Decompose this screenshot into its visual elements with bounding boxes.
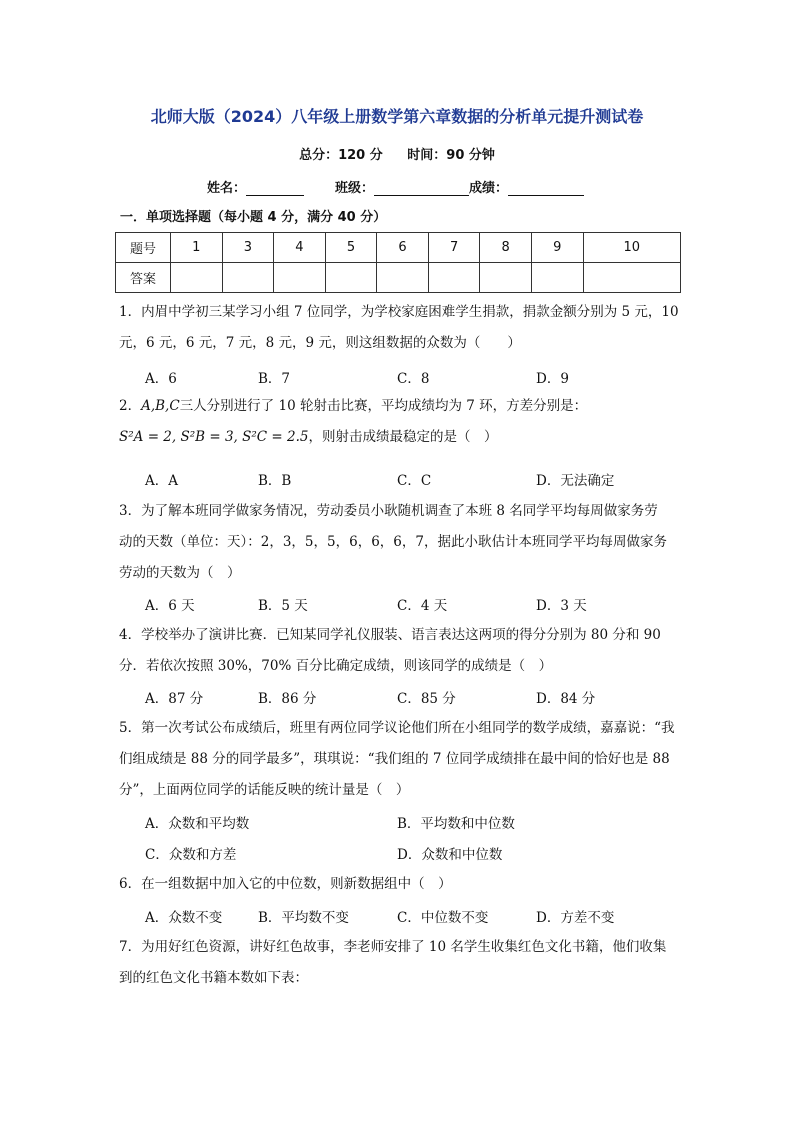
option-d: D．众数和中位数 — [397, 847, 503, 863]
question-text: 4．学校举办了演讲比赛．已知某同学礼仪服装、语言表达这两项的得分分别为 80 分和 90 — [119, 627, 661, 643]
question-number: 1 — [171, 233, 223, 263]
question-text: 3．为了解本班同学做家务情况，劳动委员小耿随机调查了本班 8 名同学平均每周做家务劳 — [119, 503, 658, 519]
score-blank[interactable] — [508, 181, 584, 196]
option-c: C．中位数不变 — [397, 910, 489, 926]
answer-cell[interactable] — [583, 263, 681, 293]
name-field — [207, 177, 304, 196]
question-text: 分”，上面两位同学的话能反映的统计量是（ ） — [119, 782, 410, 798]
question-4 — [119, 620, 684, 682]
table-row — [116, 263, 681, 293]
total-score: 总分：120 分 — [299, 148, 383, 163]
option-b: B．86 分 — [258, 691, 317, 707]
question-2 — [119, 391, 684, 453]
answer-cell[interactable] — [377, 263, 429, 293]
row-label: 答案 — [116, 263, 171, 293]
question-5 — [119, 713, 684, 806]
question-text: 到的红色文化书籍本数如下表： — [119, 970, 308, 986]
question-text: 元，6 元，6 元，7 元，8 元，9 元，则这组数据的众数为（ ） — [119, 335, 521, 351]
question-number: 6 — [377, 233, 429, 263]
option-a: A．众数不变 — [145, 910, 223, 926]
answer-cell[interactable] — [428, 263, 480, 293]
question-text: 分．若依次按照 30%，70% 百分比确定成绩，则该同学的成绩是（ ） — [119, 658, 553, 674]
option-d: D．方差不变 — [536, 910, 615, 926]
class-field — [335, 177, 584, 196]
question-3 — [119, 496, 684, 589]
answer-cell[interactable] — [171, 263, 223, 293]
answer-cell[interactable] — [325, 263, 377, 293]
answer-cell[interactable] — [480, 263, 532, 293]
option-a: A．众数和平均数 — [145, 816, 250, 832]
answer-cell[interactable] — [222, 263, 274, 293]
question-text: 动的天数（单位：天）：2，3，5，5，6，6，6，7，据此小耿估计本班同学平均每周做家务 — [119, 534, 667, 550]
option-b: B．7 — [258, 371, 291, 387]
question-text: 7．为用好红色资源，讲好红色故事，李老师安排了 10 名学生收集红色文化书籍，他们收集 — [119, 939, 667, 955]
question-number: 10 — [583, 233, 681, 263]
exam-meta — [0, 144, 794, 163]
option-c: C．85 分 — [397, 691, 456, 707]
option-b: B．5 天 — [258, 598, 308, 614]
option-a: A．87 分 — [145, 691, 204, 707]
option-a: A．6 天 — [145, 598, 195, 614]
table-row — [116, 233, 681, 263]
question-text: 2．A,B,C三人分别进行了 10 轮射击比赛，平均成绩均为 7 环，方差分别是： — [119, 398, 588, 414]
option-a: A．A — [145, 473, 178, 489]
score-label: 成绩： — [469, 181, 509, 196]
option-c: C．8 — [397, 371, 430, 387]
question-number: 4 — [274, 233, 326, 263]
question-text: 劳动的天数为（ ） — [119, 565, 241, 581]
question-number: 3 — [222, 233, 274, 263]
option-c: C．众数和方差 — [145, 847, 237, 863]
option-d: D．3 天 — [536, 598, 587, 614]
question-text: 们组成绩是 88 分的同学最多”，琪琪说：“我们组的 7 位同学成绩排在最中间的恰好也是 88 — [119, 751, 670, 767]
question-text: S²A = 2, S²B = 3, S²C = 2.5，则射击成绩最稳定的是（ ） — [119, 429, 498, 445]
option-d: D．84 分 — [536, 691, 596, 707]
question-number: 5 — [325, 233, 377, 263]
math-formula: S²A = 2, S²B = 3, S²C = 2.5 — [119, 429, 309, 445]
question-number: 9 — [531, 233, 583, 263]
row-label: 题号 — [116, 233, 171, 263]
question-number: 8 — [480, 233, 532, 263]
question-text: 1．内眉中学初三某学习小组 7 位同学，为学校家庭困难学生捐款，捐款金额分别为 5 元，10 — [119, 304, 679, 320]
class-blank[interactable] — [374, 181, 469, 196]
name-blank[interactable] — [246, 181, 304, 196]
option-b: B．平均数和中位数 — [397, 816, 515, 832]
option-c: C．C — [397, 473, 432, 489]
option-c: C．4 天 — [397, 598, 448, 614]
answer-cell[interactable] — [531, 263, 583, 293]
question-6 — [119, 869, 684, 900]
question-number: 7 — [428, 233, 480, 263]
question-7 — [119, 932, 684, 994]
answer-cell[interactable] — [274, 263, 326, 293]
option-b: B．B — [258, 473, 292, 489]
question-text: 6．在一组数据中加入它的中位数，则新数据组中（ ） — [119, 876, 452, 892]
option-d: D．无法确定 — [536, 473, 615, 489]
option-d: D．9 — [536, 371, 569, 387]
option-b: B．平均数不变 — [258, 910, 349, 926]
name-label: 姓名： — [207, 181, 247, 196]
answer-table — [115, 232, 681, 293]
question-1 — [119, 297, 684, 359]
page-title: 北师大版（2024）八年级上册数学第六章数据的分析单元提升测试卷 — [150, 107, 644, 126]
option-a: A．6 — [145, 371, 177, 387]
exam-time: 时间：90 分钟 — [407, 148, 495, 163]
class-label: 班级： — [335, 181, 375, 196]
math-vars: A,B,C — [141, 398, 180, 414]
section-heading: 一．单项选择题（每小题 4 分，满分 40 分） — [120, 210, 387, 225]
question-text: 5．第一次考试公布成绩后，班里有两位同学议论他们所在小组同学的数学成绩，嘉嘉说：“我 — [119, 720, 675, 736]
